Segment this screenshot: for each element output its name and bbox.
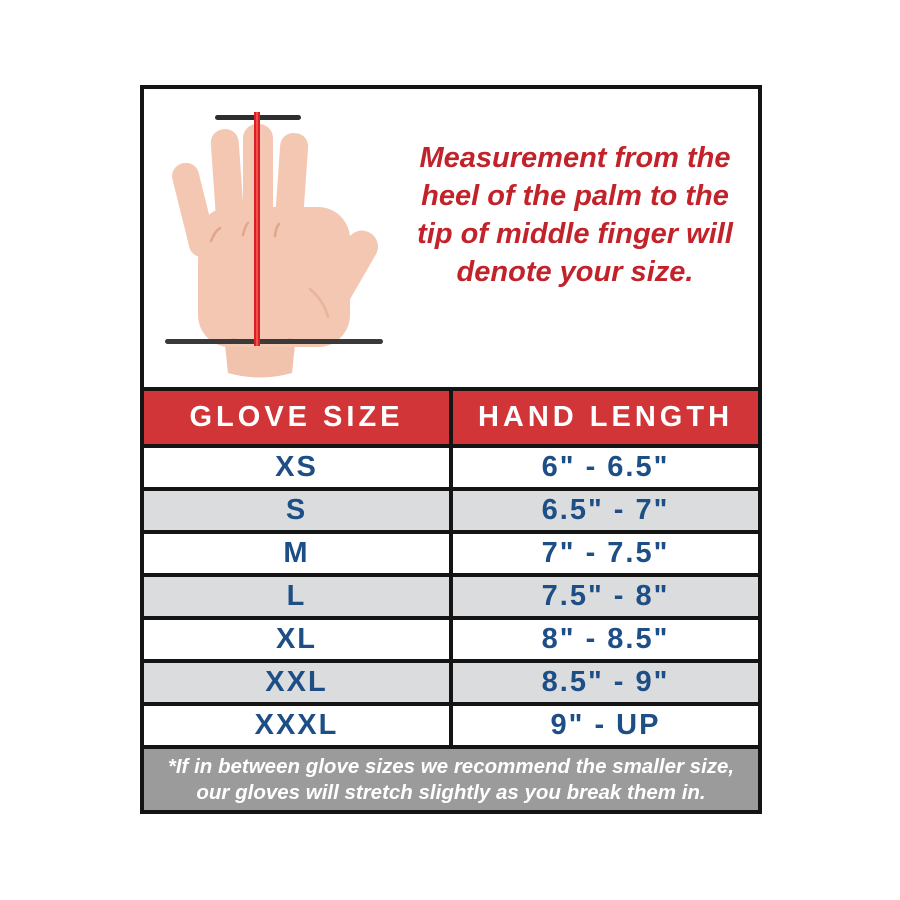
table-row: [144, 448, 758, 487]
table-row: [144, 577, 758, 616]
size-chart-panel: [140, 85, 762, 814]
hand-length-cell: 7.5" - 8": [453, 577, 758, 616]
footnote: [144, 749, 758, 810]
header-hand-length: HAND LENGTH: [453, 391, 758, 444]
measurement-red-line-highlight: [256, 112, 258, 346]
footnote-line: *If in between glove sizes we recommend the smaller size,: [167, 754, 735, 778]
glove-size-cell: XXL: [144, 663, 449, 702]
table-row: [144, 491, 758, 530]
glove-size-cell: XXXL: [144, 706, 449, 745]
glove-size-cell: M: [144, 534, 449, 573]
hand-length-cell: 8.5" - 9": [453, 663, 758, 702]
hand-length-cell: 6.5" - 7": [453, 491, 758, 530]
hand-length-cell: 8" - 8.5": [453, 620, 758, 659]
hand-length-cell: 9" - UP: [453, 706, 758, 745]
glove-size-cell: XS: [144, 448, 449, 487]
hand-measurement-diagram: [144, 89, 758, 387]
table-row: [144, 663, 758, 702]
instruction-line: heel of the palm to the: [421, 180, 729, 212]
glove-size-cell: XL: [144, 620, 449, 659]
glove-size-cell: L: [144, 577, 449, 616]
instruction-line: denote your size.: [456, 256, 694, 288]
table-header-row: [144, 391, 758, 444]
table-row: [144, 706, 758, 745]
footnote-line: our gloves will stretch slightly as you break them in.: [196, 780, 706, 804]
instruction-line: tip of middle finger will: [417, 218, 733, 250]
header-glove-size: GLOVE SIZE: [144, 391, 449, 444]
hand-length-cell: 7" - 7.5": [453, 534, 758, 573]
measurement-instruction-text: [399, 139, 751, 291]
table-row: [144, 534, 758, 573]
palm-heel-measure-line: [165, 339, 383, 344]
hand-length-cell: 6" - 6.5": [453, 448, 758, 487]
instruction-line: Measurement from the: [419, 142, 731, 174]
table-row: [144, 620, 758, 659]
glove-size-cell: S: [144, 491, 449, 530]
